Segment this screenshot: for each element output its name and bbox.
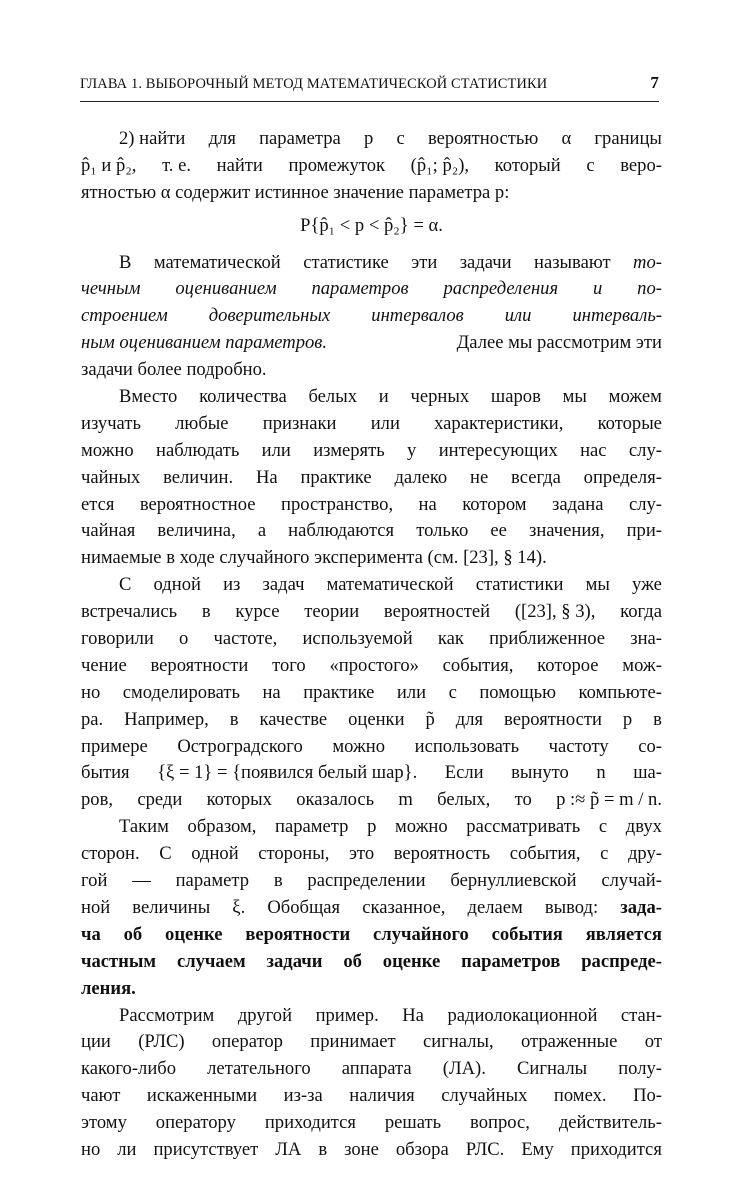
word: с [396, 128, 405, 149]
word: промежуток [288, 154, 386, 176]
word: оказалось [296, 789, 375, 811]
text-line [81, 1056, 662, 1083]
word: вопрос, [470, 1112, 530, 1134]
word: о [179, 628, 189, 650]
word: ным оцениванием параметров. [81, 332, 328, 354]
word: наблюдать [156, 439, 240, 461]
word: строением [81, 305, 168, 327]
word: называют [534, 251, 611, 273]
word: приближенное [489, 628, 606, 650]
word: рассматривать [466, 816, 581, 838]
word: принимает [310, 1031, 396, 1053]
word: т. е. [162, 154, 192, 176]
word: об [343, 950, 362, 972]
word: бернуллиевской [450, 870, 577, 892]
word: (ЛА). [442, 1058, 486, 1080]
page-number: 7 [650, 73, 659, 92]
word: ции [81, 1031, 111, 1053]
text-line [81, 814, 662, 841]
word: Если [444, 762, 484, 784]
word: зоне [344, 1138, 379, 1160]
word: значения, [529, 520, 605, 542]
word: величина, [157, 520, 236, 542]
word: приходится [570, 1138, 662, 1160]
word: примере [81, 735, 148, 757]
word: на [262, 681, 281, 703]
word: вероятностью [427, 128, 539, 149]
word: по- [637, 278, 662, 300]
word: величины [132, 896, 211, 918]
word: в [273, 870, 283, 892]
word: веро- [620, 154, 662, 176]
word: чечным [81, 278, 141, 300]
word: белых, [437, 789, 491, 811]
word: частным [81, 950, 157, 972]
word: оператору [155, 1112, 236, 1134]
word: события, [509, 843, 581, 865]
word: параметр [275, 816, 349, 838]
word: уже [632, 574, 662, 596]
word: сторон. [81, 843, 140, 865]
word: вынуто [511, 762, 569, 784]
word: всегда [511, 466, 561, 488]
word: В [119, 251, 132, 273]
word: количества [199, 386, 287, 408]
word: найти [216, 154, 263, 176]
word: смоделировать [122, 681, 240, 703]
word: 2) найти [119, 128, 186, 149]
word: параметра [259, 128, 341, 149]
word: ее [490, 520, 507, 542]
text-line [81, 895, 662, 922]
word: Обобщая [267, 896, 341, 918]
word: распределения [443, 278, 559, 300]
text-line [81, 180, 662, 207]
word: летательного [207, 1058, 311, 1080]
word: котором [462, 493, 527, 515]
word: ([23], § 3), [514, 601, 596, 623]
word: в [318, 1138, 328, 1160]
text-line [81, 545, 662, 572]
text-line [81, 1110, 662, 1137]
word: вероятности [245, 923, 351, 945]
word: распределении [307, 870, 426, 892]
word: Рассмотрим [119, 1004, 215, 1026]
word: мы [585, 574, 610, 596]
word: ятностью α содержит истинное значение параметра p: [81, 181, 510, 203]
word: Остроградского [177, 735, 303, 757]
word: задачи [459, 251, 512, 273]
word: гой [81, 870, 108, 892]
word: На [402, 1004, 424, 1026]
word: как [437, 628, 464, 650]
word: полу- [618, 1058, 662, 1080]
word: события [491, 923, 563, 945]
word: p :≈ p̃ = m / n. [556, 789, 662, 811]
word: m [398, 789, 413, 811]
text-line [81, 1083, 662, 1110]
word: ления. [81, 977, 136, 999]
word: оператор [211, 1031, 283, 1053]
word: бытия [81, 762, 130, 784]
word: какого-либо [81, 1058, 177, 1080]
word: искаженными [146, 1085, 258, 1107]
text-line [81, 572, 662, 599]
word: курсе [235, 601, 280, 623]
word: — [132, 870, 151, 892]
word: сказанное, [362, 896, 446, 918]
running-title: ГЛАВА 1. ВЫБОРОЧНЫЙ МЕТОД МАТЕМАТИЧЕСКОЙ СТАТИСТИКИ [80, 76, 548, 92]
text-line [81, 599, 662, 626]
word: частоте, [213, 628, 278, 650]
word: стороны, [258, 843, 330, 865]
word: об [123, 923, 143, 945]
word: математической [326, 574, 454, 596]
word: в [653, 708, 662, 730]
text-line [81, 626, 662, 653]
text-line [81, 465, 662, 492]
text-line [81, 411, 662, 438]
word: образом, [187, 816, 257, 838]
word: двух [625, 816, 662, 838]
word: только [416, 520, 469, 542]
word: радиолокационной [447, 1004, 598, 1026]
word: от [644, 1031, 662, 1053]
word: n [596, 762, 606, 784]
text-line [81, 841, 662, 868]
text-line [81, 1003, 662, 1030]
word: и [378, 386, 389, 408]
text-line [81, 384, 662, 411]
word: Например, [124, 708, 209, 730]
word: задач [262, 574, 305, 596]
word: одной [191, 843, 239, 865]
word: практике [300, 466, 372, 488]
word: РЛС. [465, 1138, 505, 1160]
word: но [81, 1138, 101, 1160]
word: ша- [633, 762, 662, 784]
text-line [81, 653, 662, 680]
word: задана [552, 493, 604, 515]
running-header [80, 73, 659, 93]
word: интересующих [438, 439, 558, 461]
text-line [81, 976, 662, 1003]
word: дру- [627, 843, 662, 865]
word: можем [608, 386, 662, 408]
word: из-за [283, 1085, 323, 1107]
word: помощью [479, 681, 557, 703]
word: вероятности [150, 654, 249, 676]
word: величин. [163, 466, 234, 488]
text-line [81, 250, 662, 277]
word: задачи [266, 950, 323, 972]
word: p [622, 708, 633, 730]
word: p [363, 128, 374, 149]
word: отраженные [520, 1031, 618, 1053]
word: мож- [622, 654, 662, 676]
word: признаки [262, 412, 337, 434]
word: вероятностей [383, 601, 491, 623]
text-line [81, 153, 662, 180]
word: вероятность [393, 843, 491, 865]
word: p̃ [425, 708, 435, 730]
word: изучать [81, 412, 141, 434]
word: действитель- [558, 1112, 662, 1134]
word: ча [81, 923, 101, 945]
word: другой [237, 1004, 293, 1026]
word: вывод: [544, 896, 599, 918]
word: белых [308, 386, 358, 408]
word: решать [384, 1112, 442, 1134]
word: и [592, 278, 603, 300]
text-line [81, 126, 662, 153]
word: которых [206, 789, 272, 811]
word: характеристики, [434, 412, 564, 434]
word: на [418, 493, 437, 515]
word: стан- [620, 1004, 662, 1026]
word: обзора [395, 1138, 449, 1160]
text-line [81, 787, 662, 814]
word: параметр [175, 870, 250, 892]
word: сигналы, [423, 1031, 494, 1053]
word: говорили [81, 628, 154, 650]
word: оценки [348, 708, 405, 730]
text-line [81, 492, 662, 519]
word: слу- [628, 439, 662, 461]
word: определя- [583, 466, 662, 488]
word: p̂₁ и p̂₂, [81, 154, 137, 176]
word: статистики [475, 574, 564, 596]
word: оцениванием [175, 278, 277, 300]
text-line [81, 922, 662, 949]
text-line [81, 760, 662, 787]
text-line [81, 276, 662, 303]
word: нас [580, 439, 607, 461]
word: или [261, 439, 291, 461]
text-line [81, 1137, 662, 1164]
word: в [229, 708, 239, 730]
word: p [367, 816, 377, 838]
word: чают [81, 1085, 121, 1107]
word: мы [562, 386, 587, 408]
word: а [257, 520, 267, 542]
word: параметров [311, 278, 409, 300]
word: помех. [553, 1085, 607, 1107]
word: это [348, 843, 375, 865]
word: эти [411, 251, 438, 273]
word: Далее мы рассмотрим эти [456, 332, 662, 354]
word: из [223, 574, 241, 596]
word: Таким [119, 816, 169, 838]
word: ется [81, 493, 115, 515]
word: с [448, 681, 457, 703]
word: компьюте- [578, 681, 662, 703]
word: теории [304, 601, 360, 623]
word: параметров [461, 950, 561, 972]
word: одной [153, 574, 201, 596]
word: слу- [628, 493, 662, 515]
text-line [81, 707, 662, 734]
word: нимаемые в ходе случайного эксперимента (см. [23], § 14). [81, 547, 547, 569]
word: которые [597, 412, 662, 434]
word: наблюдаются [288, 520, 395, 542]
word: статистике [303, 251, 389, 273]
word: которое [537, 654, 599, 676]
word: у [407, 439, 417, 461]
word: качестве [259, 708, 328, 730]
word: Ему [521, 1138, 554, 1160]
word: пространство, [281, 493, 394, 515]
word: доверительных [208, 305, 331, 327]
word: интерваль- [572, 305, 662, 327]
text-line [81, 357, 662, 384]
word: С [159, 843, 172, 865]
word: (РЛС) [138, 1031, 185, 1053]
text-line [81, 868, 662, 895]
word: или [504, 305, 532, 327]
word: С [119, 574, 132, 596]
word: случаем [176, 950, 246, 972]
word: зада- [620, 896, 662, 918]
word: оценке [165, 923, 223, 945]
word: является [585, 923, 662, 945]
word: не [470, 466, 489, 488]
word: Сигналы [516, 1058, 588, 1080]
word: случайных [441, 1085, 528, 1107]
word: Вместо [119, 386, 178, 408]
word: но [81, 681, 101, 703]
word: α [561, 128, 572, 149]
word: при- [626, 520, 662, 542]
word: аппарата [341, 1058, 412, 1080]
body-text [81, 126, 662, 1164]
word: в [201, 601, 211, 623]
word: того [272, 654, 306, 676]
word: для [208, 128, 236, 149]
text-line [81, 303, 662, 330]
word: распреде- [581, 950, 662, 972]
word: чайных [81, 466, 141, 488]
word: можно [394, 816, 448, 838]
word: используемой [302, 628, 413, 650]
word: оценке [382, 950, 441, 972]
word: чайная [81, 520, 136, 542]
text-line [81, 680, 662, 707]
word: делаем [467, 896, 523, 918]
word: частоту [548, 735, 609, 757]
word: встречались [81, 601, 178, 623]
word: с [600, 843, 609, 865]
word: На [255, 466, 278, 488]
text-line [81, 734, 662, 761]
word: вероятностное [139, 493, 256, 515]
text-line [81, 949, 662, 976]
word: с [598, 816, 608, 838]
word: измерять [313, 439, 385, 461]
word: зна- [630, 628, 662, 650]
word: можно [81, 439, 134, 461]
word: наличия [349, 1085, 415, 1107]
word: (p̂₁; p̂₂), [410, 154, 470, 176]
word: то [514, 789, 532, 811]
word: среди [137, 789, 183, 811]
word: который [494, 154, 561, 176]
word: чение [81, 654, 127, 676]
text-line [81, 330, 662, 357]
word: границы [594, 128, 662, 149]
word: присутствует [153, 1138, 259, 1160]
word: этому [81, 1112, 127, 1134]
word: с [586, 154, 595, 176]
word: случайного [373, 923, 469, 945]
word: использовать [414, 735, 520, 757]
word: можно [332, 735, 386, 757]
word: интервалов [371, 305, 464, 327]
word: черных [410, 386, 470, 408]
word: «простого» [329, 654, 419, 676]
word: По- [633, 1085, 662, 1107]
word: пример. [315, 1004, 379, 1026]
word: когда [620, 601, 662, 623]
word: {ξ = 1} = {появился белый шар}. [157, 762, 418, 784]
word: любые [175, 412, 229, 434]
word: шаров [490, 386, 541, 408]
word: задачи более подробно. [81, 359, 267, 381]
word: P{p̂₁ < p < p̂₂} = α. [300, 214, 443, 236]
formula-line [81, 213, 662, 240]
word: ли [117, 1138, 137, 1160]
word: далеко [394, 466, 448, 488]
word: ной [81, 896, 111, 918]
word: события, [442, 654, 514, 676]
word: ров, [81, 789, 114, 811]
word: ξ. [232, 896, 246, 918]
word: вероятности [504, 708, 602, 730]
word: практике [303, 681, 375, 703]
word: со- [638, 735, 662, 757]
text-line [81, 1029, 662, 1056]
word: приходится [264, 1112, 356, 1134]
word: для [455, 708, 484, 730]
word: математической [153, 251, 281, 273]
word: или [396, 681, 427, 703]
word: случай- [601, 870, 662, 892]
text-line [81, 518, 662, 545]
header-rule [80, 101, 659, 102]
word: ра. [81, 708, 104, 730]
word: ЛА [275, 1138, 302, 1160]
word: то- [633, 251, 662, 273]
text-line [81, 438, 662, 465]
word: или [370, 412, 400, 434]
